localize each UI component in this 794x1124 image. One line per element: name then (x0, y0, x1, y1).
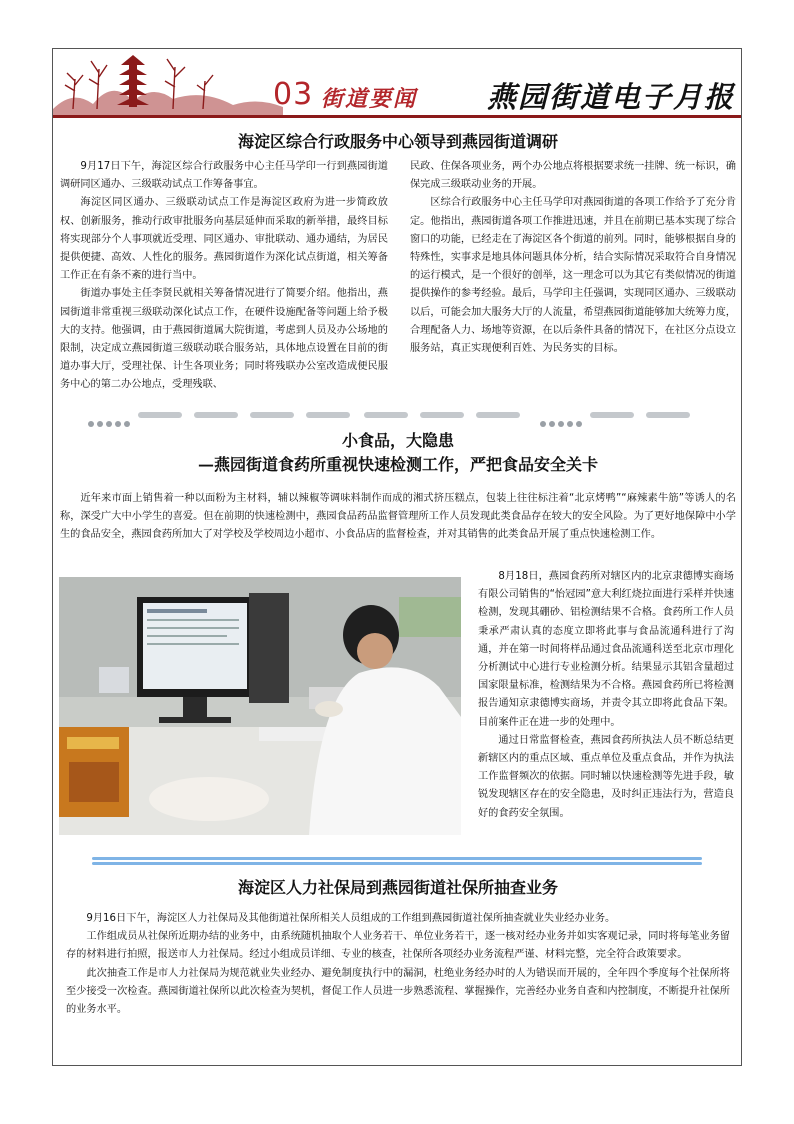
article2-paragraph: 近年来市面上销售着一种以面粉为主材料，辅以辣椒等调味料制作而成的湘式挤压糕点，包装上往往标注着“北京烤鸭”“麻辣素牛筋”等诱人的名称，深受广大中小学生的喜爱。但在前期的快速检测中，燕园食品药品监督管理所工作人员发现此类食品存在较大的安全风险。为了更好地保障中小学生的食品安全，燕园食药所加大了对学校及学校周边小超市、小食品店的监督检查，并对其销售的此类食品开展了重点快速检测工作。 (60, 493, 736, 541)
article1-paragraph: 9月17日下午，海淀区综合行政服务中心主任马学印一行到燕园街道调研同区通办、三级联动试点工作筹备事宜。 (60, 161, 388, 191)
article2-subtitle: —燕园街道食药所重视快速检测工作，严把食品安全关卡 (197, 455, 598, 474)
header-rule (53, 115, 741, 118)
article2-paragraph: 8月18日，燕园食药所对辖区内的北京隶德博实商场有限公司销售的“怡冠园”意大利红烧拉面进行采样并快速检测，发现其硼砂、铝检测结果不合格。食药所工作人员秉承严肃认真的态度立即将此事与食品流通科进行了沟通，并在第一时间将样品通过食品流通科送至北京市理化分析测试中心进行专业检测分析。结果显示其铝含量超过国家限量标准，检测结果为不合格。燕园食药所已将检测报告通知京隶德博实商场，并责令其立即将此食品下架。目前案件正在进一步的处理中。 (478, 571, 734, 728)
section-name: 街道要闻 (321, 86, 418, 112)
issue-number: 03 (273, 77, 314, 112)
article2-right-column (478, 568, 734, 823)
article1-paragraph: 区综合行政服务中心主任马学印对燕园街道的各项工作给予了充分肯定。他指出，燕园街道各项工作推进迅速，并且在前期已基本实现了综合窗口的功能，已经走在了海淀区各个街道的前列。同时，能够根据自身的特殊性，实事求是地具体问题具体分析，结合实际情况采取符合自身情况的运行模式，是一个很好的创举，这一理念可以为其它有类似情况的街道提供操作的参考经验。最后，马学印主任强调，实现同区通办、三级联动以后，可能会加大服务大厅的人流量，希望燕园街道能够加大统筹力度，合理配备人力、场地等资源，在以后条件具备的情况下，在社区分点设立服务站，真正实现便利百姓、为民务实的目标。 (410, 197, 737, 355)
article2-title: 小食品，大隐患 (341, 431, 454, 450)
article1-title: 海淀区综合行政服务中心领导到燕园街道调研 (237, 132, 558, 151)
article1-paragraph: 海淀区同区通办、三级联动试点工作是海淀区政府为进一步简政放权、创新服务，推动行政审批服务向基层延伸而采取的新举措，最终目标将实现部分个人事项就近受理、同区通办、审批联动、通办通结，为居民提供便捷、高效、人性化的服务。燕园街道作为深化试点街道，相关筹备工作正在有条不紊的进行当中。 (60, 197, 388, 282)
article3-title: 海淀区人力社保局到燕园街道社保所抽查业务 (237, 878, 558, 897)
publication-title: 燕园街道电子月报 (486, 80, 735, 114)
article2-intro (60, 490, 736, 545)
divider-dots (364, 412, 532, 420)
divider-dots (88, 412, 362, 420)
lab-scene-illustration (59, 577, 461, 835)
article1-right-column (410, 158, 736, 358)
article2-paragraph: 通过日常监督检查，燕园食药所执法人员不断总结更新辖区内的重点区域、重点单位及重点食品，并作为执法工作监督频次的依据。同时辅以快速检测等先进手段，敏锐发现辖区存在的安全隐患，及时纠正违法行为，营造良好的食药安全氛围。 (478, 734, 734, 819)
article1-left-column (60, 158, 388, 395)
pagoda-banner-illustration (53, 49, 283, 115)
article3-body (66, 910, 730, 1019)
article1-paragraph: 街道办事处主任李贤民就相关筹备情况进行了简要介绍。他指出，燕园街道非常重视三级联动深化试点工作，在硬件设施配备等问题上给予极大的支持。他强调，由于燕园街道属大院街道，考虑到人员及办公场地的限制，决定成立燕园街道三级联动联合服务站，具体地点设置在目前的街道办事大厅，受理社保、计生各项业务；同时将残联办公室改造成便民服务中心的第二办公地点，受理残联、 (60, 288, 388, 391)
article1-paragraph: 民政、住保各项业务，两个办公地点将根据要求统一挂牌、统一标识，确保完成三级联动业务的开展。 (410, 161, 736, 191)
article3-paragraph: 9月16日下午，海淀区人力社保局及其他街道社保所相关人员组成的工作组到燕园街道社保所抽查就业失业经办业务。 (86, 913, 616, 924)
section-divider (92, 857, 702, 860)
food-testing-photo (59, 577, 461, 835)
article3-paragraph: 此次抽查工作是市人力社保局为规范就业失业经办、避免制度执行中的漏洞，杜绝业务经办时的人为错误而开展的，全年四个季度每个社保所将至少接受一次检查。燕园街道社保所以此次检查为契机，督促工作人员进一步熟悉流程、掌握操作，完善经办业务自查和内控制度，不断提升社保所的业务水平。 (66, 967, 730, 1016)
masthead (53, 49, 741, 119)
article3-paragraph: 工作组成员从社保所近期办结的业务中，由系统随机抽取个人业务若干、单位业务若干，逐一核对经办业务并如实客观记录，同时将每笔业务留存的材料进行拍照，报送市人力社保局。经过小组成员详细、专业的核查，社保所各项经办业务流程严谨、材料完整，完全符合政策要求。 (66, 931, 730, 961)
divider-dots (540, 412, 702, 420)
section-divider (92, 862, 702, 865)
